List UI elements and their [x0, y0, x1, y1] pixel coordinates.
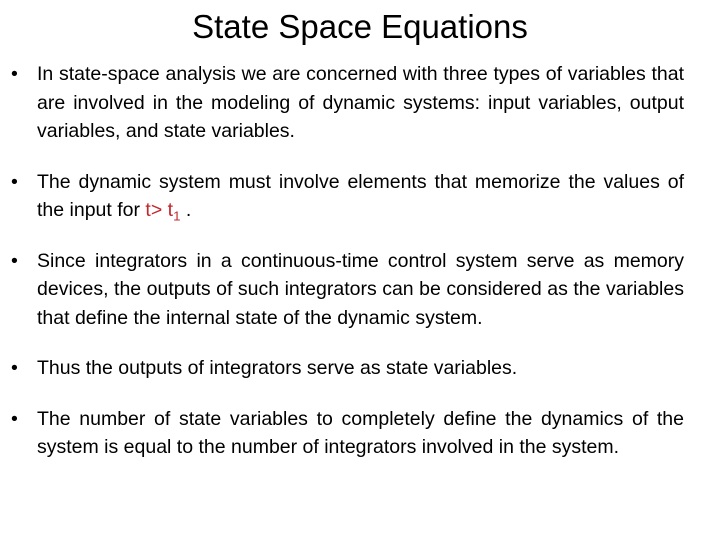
time-condition-subscript: 1 — [173, 208, 181, 224]
bullet-text: The dynamic system must involve elements that memorize the values of the input for — [37, 170, 684, 221]
bullet-item-5 — [0, 405, 720, 462]
bullet-item-2 — [0, 168, 720, 225]
time-condition-highlight — [145, 199, 181, 224]
bullet-text: In state-space analysis we are concerned with three types of variables that are involved in the modeling of dynamic systems: input variables, output variables, and state variables. — [37, 63, 684, 142]
bullet-dot-icon: • — [11, 170, 18, 193]
time-condition-text: t> t — [145, 199, 174, 221]
bullet-text: Thus the outputs of integrators serve as state variables. — [37, 357, 518, 379]
bullet-dot-icon: • — [11, 357, 18, 379]
bullet-list — [0, 60, 720, 484]
bullet-dot-icon: • — [11, 249, 18, 272]
bullet-item-3 — [0, 247, 720, 333]
bullet-item-1 — [0, 60, 720, 146]
slide-title: State Space Equations — [192, 8, 528, 45]
bullet-text-end: . — [180, 199, 192, 221]
bullet-text: Since integrators in a continuous-time control system serve as memory devices, the outputs of such integrators can be considered as the variables that define the internal state of the dynamic system. — [37, 249, 684, 329]
bullet-dot-icon: • — [11, 407, 18, 430]
bullet-dot-icon: • — [11, 63, 18, 85]
bullet-text: The number of state variables to completely define the dynamics of the system is equal to the number of integrators involved in the system. — [37, 407, 684, 458]
bullet-item-4 — [0, 354, 720, 383]
